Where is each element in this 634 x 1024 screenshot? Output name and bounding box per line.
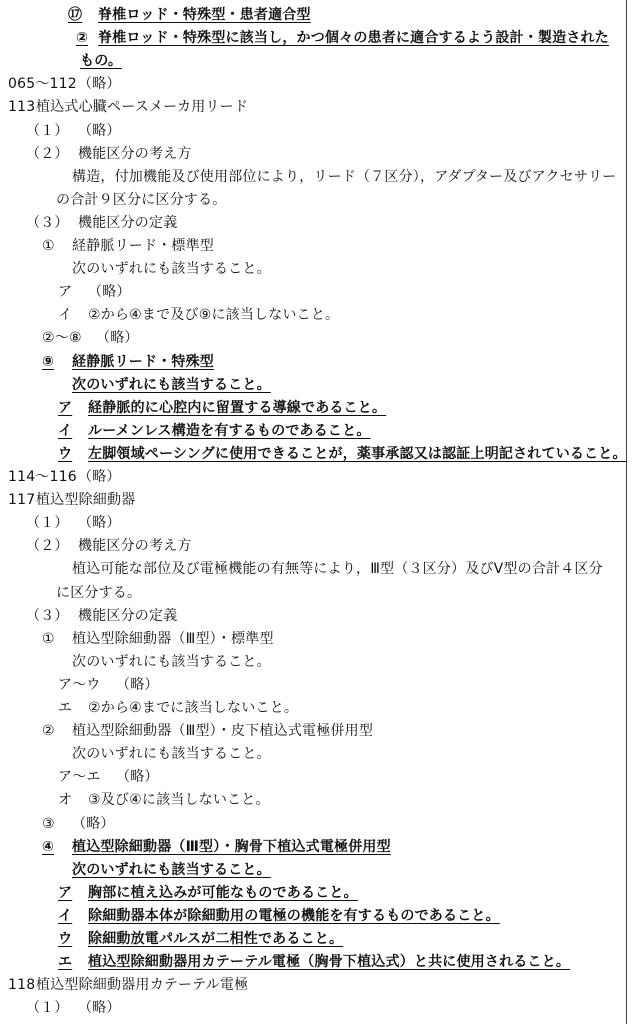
item-text: 胸部に植え込みが可能なものであること。 — [88, 884, 358, 901]
item-marker: イ — [58, 907, 73, 924]
item-text: 植込型除細動器 — [36, 492, 136, 509]
item-text: 経静脈的に心腔内に留置する導線であること。 — [88, 399, 387, 416]
text-line — [72, 376, 271, 396]
item-marker: ア — [58, 399, 73, 416]
text-line — [8, 976, 249, 996]
item-marker: ア～ウ — [58, 676, 101, 693]
item-marker: オ — [58, 792, 73, 809]
item-marker: （２） — [26, 145, 69, 162]
item-text: もの。 — [80, 53, 123, 70]
item-text: 植込可能な部位及び電極機能の有無等により，Ⅲ型（３区分）及びⅤ型の合計４区分 — [72, 561, 603, 578]
item-marker: 065～112 — [8, 76, 77, 93]
item-marker: ① — [42, 630, 55, 647]
item-marker: （１） — [26, 515, 69, 532]
item-marker: ② — [42, 723, 55, 740]
text-line — [58, 676, 159, 696]
text-line — [8, 491, 136, 511]
item-text: （略） — [96, 330, 139, 347]
item-marker: 118 — [8, 977, 36, 994]
item-marker: ② — [76, 30, 89, 47]
item-text: 機能区分の考え方 — [78, 538, 192, 555]
item-text: 植込型除細動器（Ⅲ型）・標準型 — [72, 630, 274, 647]
text-line — [42, 838, 391, 858]
item-marker: （３） — [26, 607, 69, 624]
item-marker: （１） — [26, 122, 69, 139]
item-text: 除細動器本体が除細動用の電極の機能を有するものであること。 — [88, 907, 500, 924]
text-line — [42, 237, 214, 257]
text-line — [58, 445, 627, 465]
item-marker: （１） — [26, 1000, 69, 1017]
item-text: 経静脈リード・標準型 — [72, 238, 214, 254]
text-line — [58, 907, 500, 927]
item-text: 植込型除細動器（Ⅲ型）・胸骨下植込式電極併用型 — [72, 838, 391, 855]
item-marker: ②～⑧ — [42, 330, 82, 347]
item-marker: ウ — [58, 931, 73, 947]
item-text: 植込型除細動器用カテーテル電極 — [36, 977, 249, 994]
right-margin-rule — [626, 0, 627, 1024]
item-text: （略） — [78, 76, 121, 93]
item-marker: エ — [58, 954, 73, 971]
item-text: 植込型除細動器用カテーテル電極（胸骨下植込式）と共に使用されること。 — [88, 954, 571, 971]
item-text: （略） — [78, 469, 121, 485]
item-marker: イ — [58, 422, 73, 439]
text-line — [68, 6, 311, 26]
item-text: 脊椎ロッド・特殊型・患者適合型 — [98, 7, 311, 23]
text-line — [76, 29, 609, 49]
text-line — [42, 329, 139, 349]
text-line — [72, 560, 603, 580]
item-text: 機能区分の定義 — [78, 214, 178, 231]
text-line — [58, 283, 131, 303]
item-text: 脊椎ロッド・特殊型に該当し，かつ個々の患者に適合するよう設計・製造された — [98, 30, 609, 47]
text-line — [8, 468, 121, 488]
item-text: ルーメンレス構造を有するものであること。 — [88, 422, 371, 439]
item-marker: 114～116 — [8, 469, 77, 485]
item-text: 次のいずれにも該当すること。 — [72, 746, 271, 763]
item-text: の合計９区分に区分する。 — [56, 191, 227, 208]
item-text: 構造，付加機能及び使用部位により，リード（７区分），アダプター及びアクセサリー — [72, 168, 617, 185]
text-line — [58, 399, 387, 419]
text-line — [26, 214, 178, 234]
text-line — [42, 630, 274, 650]
text-line — [56, 584, 141, 604]
item-marker: ① — [42, 238, 55, 254]
text-line — [58, 768, 159, 788]
item-text: 左脚領域ペーシングに使用できることが，薬事承認又は認証上明記されていること。 — [88, 445, 627, 462]
text-line — [42, 815, 115, 835]
item-text: 植込式心臓ペースメーカ用リード — [36, 99, 249, 116]
item-marker: （３） — [26, 214, 69, 231]
item-text: （略） — [78, 1000, 121, 1017]
text-line — [42, 722, 374, 742]
text-line — [72, 653, 271, 673]
text-line — [26, 607, 178, 627]
item-text: 機能区分の考え方 — [78, 145, 192, 162]
item-marker: ⑨ — [42, 353, 55, 370]
item-marker: ア — [58, 284, 73, 301]
item-marker: エ — [58, 700, 73, 716]
text-line — [72, 168, 616, 188]
item-marker: ア～エ — [58, 769, 101, 786]
text-line — [26, 145, 192, 165]
text-line — [26, 999, 121, 1019]
item-marker: （２） — [26, 538, 69, 555]
item-text: 除細動放電パルスが二相性であること。 — [88, 931, 344, 947]
text-line — [26, 537, 192, 557]
text-line — [42, 353, 214, 373]
text-line — [58, 306, 340, 326]
item-text: （略） — [116, 769, 159, 786]
item-text: （略） — [72, 815, 115, 832]
text-line — [58, 884, 358, 904]
text-line — [56, 191, 226, 211]
item-text: 次のいずれにも該当すること。 — [72, 261, 271, 278]
item-text: （略） — [78, 122, 121, 139]
text-line — [58, 791, 270, 811]
text-line — [72, 260, 271, 280]
item-text: 機能区分の定義 — [78, 607, 178, 624]
text-line — [8, 98, 249, 118]
item-marker: ウ — [58, 445, 73, 462]
item-text: （略） — [88, 284, 131, 301]
text-line — [8, 75, 121, 95]
text-line — [58, 699, 299, 719]
item-marker: ④ — [42, 838, 55, 855]
item-marker: ③ — [42, 815, 55, 832]
text-line — [26, 514, 121, 534]
item-text: ②から④まで及び⑨に該当しないこと。 — [88, 307, 340, 324]
item-marker: イ — [58, 307, 73, 324]
item-marker: 117 — [8, 492, 36, 509]
item-text: ②から④までに該当しないこと。 — [88, 700, 299, 716]
item-text: ③及び④に該当しないこと。 — [88, 792, 270, 809]
item-text: に区分する。 — [56, 584, 142, 601]
item-text: 次のいずれにも該当すること。 — [72, 376, 271, 393]
item-text: 経静脈リード・特殊型 — [72, 353, 214, 370]
item-text: 植込型除細動器（Ⅲ型）・皮下植込式電極併用型 — [72, 723, 374, 740]
item-text: 次のいずれにも該当すること。 — [72, 653, 271, 670]
text-line — [72, 745, 271, 765]
item-marker: 113 — [8, 99, 36, 116]
item-marker: ⑰ — [68, 7, 83, 23]
text-line — [72, 861, 271, 881]
text-line — [58, 422, 371, 442]
text-line — [80, 52, 122, 72]
item-marker: ア — [58, 884, 73, 901]
item-text: 次のいずれにも該当すること。 — [72, 861, 271, 878]
text-line — [58, 953, 571, 973]
text-line — [26, 122, 121, 142]
text-line — [58, 930, 344, 950]
item-text: （略） — [78, 515, 121, 532]
item-text: （略） — [116, 676, 159, 693]
